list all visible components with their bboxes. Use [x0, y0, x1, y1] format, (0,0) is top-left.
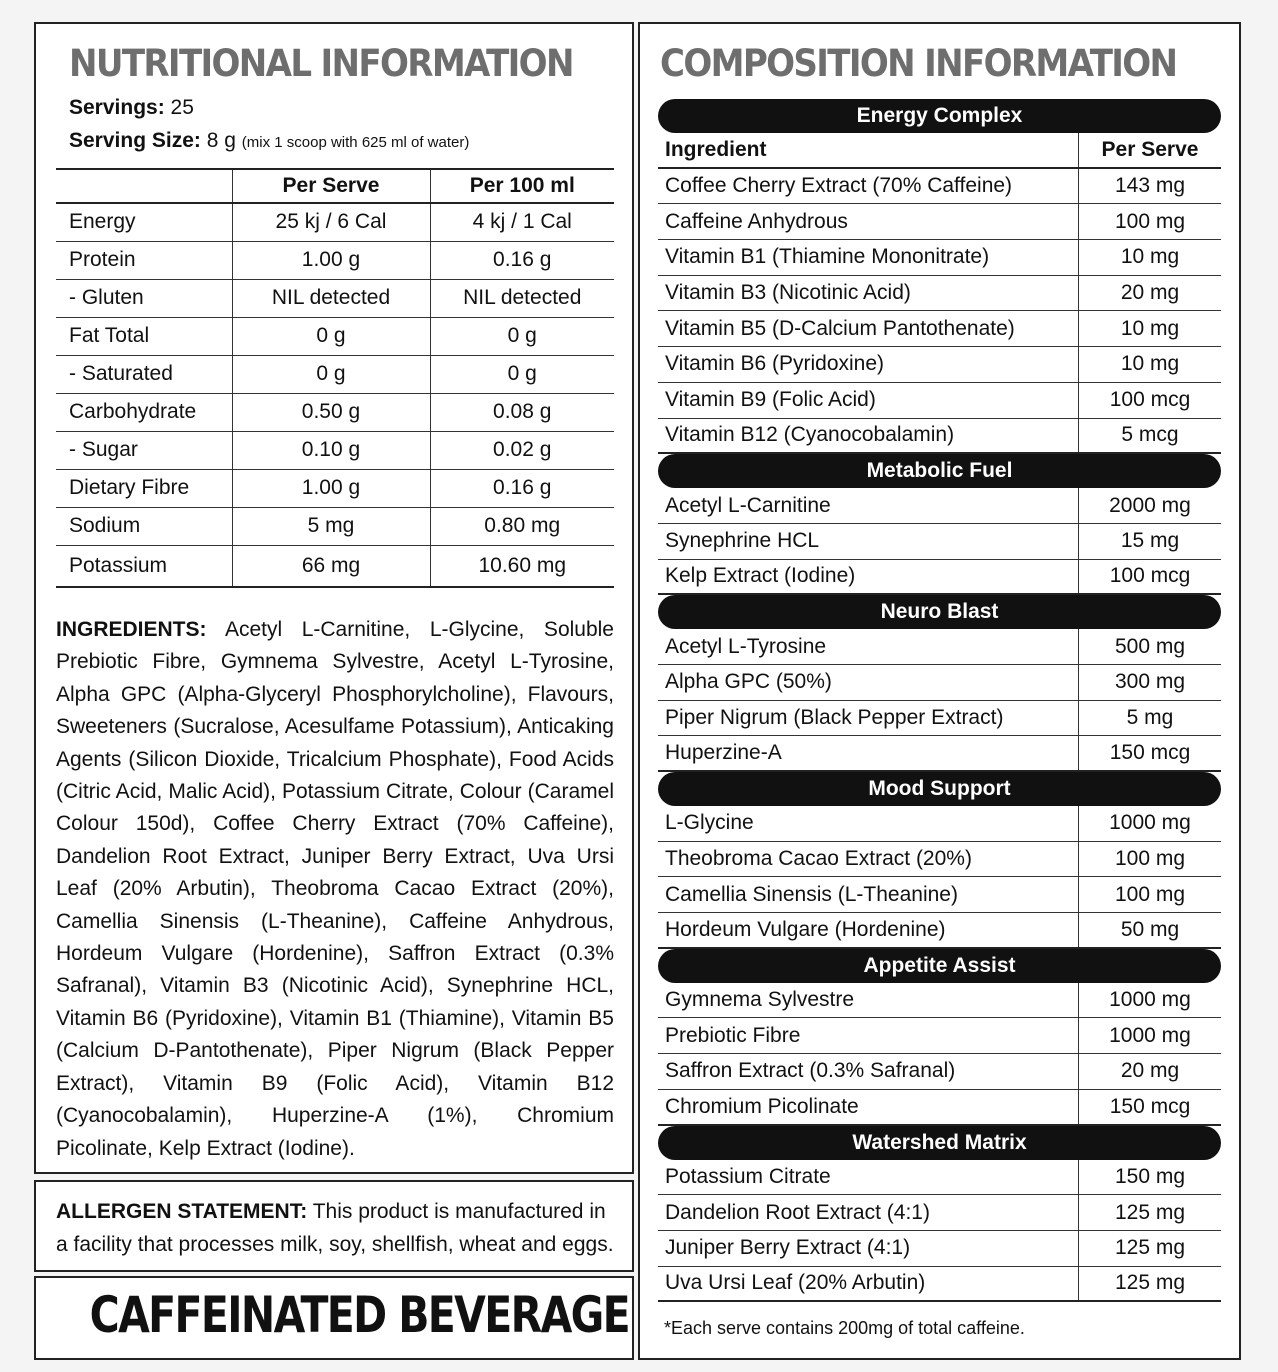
ingredient-name: Uva Ursi Leaf (20% Arbutin) — [665, 1271, 926, 1295]
ingredient-amount: 500 mg — [1078, 629, 1221, 664]
table-row — [658, 1231, 1221, 1267]
ingredient-name: Coffee Cherry Extract (70% Caffeine) — [665, 174, 1013, 198]
ingredients-label: INGREDIENTS: — [56, 618, 207, 641]
ingredient-amount: 100 mcg — [1078, 560, 1221, 594]
servings-value: 25 — [170, 96, 194, 119]
ingredient-amount: 125 mg — [1078, 1267, 1221, 1301]
ingredient-amount: 5 mg — [1078, 701, 1221, 736]
section-rows — [658, 629, 1221, 772]
table-row — [658, 383, 1221, 419]
ingredient-name: Huperzine-A — [665, 741, 782, 765]
ingredient-amount: 20 mg — [1078, 1054, 1221, 1089]
servings-line — [69, 96, 194, 120]
ingredient-amount: 125 mg — [1078, 1195, 1221, 1230]
table-row — [658, 488, 1221, 524]
per-100ml-value: 0.08 g — [430, 393, 614, 431]
ingredient-name: Vitamin B3 (Nicotinic Acid) — [665, 281, 911, 305]
ingredient-name: Juniper Berry Extract (4:1) — [665, 1236, 911, 1260]
table-row — [56, 241, 614, 279]
ingredient-name: Potassium Citrate — [665, 1164, 831, 1188]
ingredients-statement — [56, 614, 614, 1165]
section-header: Metabolic Fuel — [658, 454, 1221, 488]
ingredient-name: Vitamin B9 (Folic Acid) — [665, 388, 876, 412]
table-row — [658, 347, 1221, 383]
ingredient-name: L-Glycine — [665, 811, 754, 835]
ingredient-name: Vitamin B5 (D-Calcium Pantothenate) — [665, 316, 1015, 340]
allergen-text: This product is manufactured in a facility that processes milk, soy, shellfish, wheat and eggs. — [56, 1200, 614, 1256]
section-rows — [658, 983, 1221, 1126]
ingredient-name: Vitamin B12 (Cyanocobalamin) — [665, 423, 955, 447]
ingredient-amount: 10 mg — [1078, 240, 1221, 275]
ingredient-amount: 15 mg — [1078, 524, 1221, 559]
nutrient-name: Energy — [69, 210, 136, 234]
table-row — [658, 1267, 1221, 1303]
per-100ml-value: 4 kj / 1 Cal — [430, 203, 614, 241]
ingredient-amount: 125 mg — [1078, 1231, 1221, 1266]
table-row — [658, 913, 1221, 949]
ingredient-name: Piper Nigrum (Black Pepper Extract) — [665, 705, 1004, 729]
table-row — [658, 419, 1221, 455]
composition-column-header — [658, 133, 1221, 169]
ingredient-amount: 100 mg — [1078, 842, 1221, 877]
per-100ml-value: 0.16 g — [430, 469, 614, 507]
nutrient-name: - Saturated — [56, 355, 232, 393]
ingredient-amount: 100 mg — [1078, 877, 1221, 912]
per-serve-header: Per Serve — [1078, 133, 1221, 167]
table-row — [56, 469, 614, 507]
per-serve-value: 0 g — [232, 355, 430, 393]
table-row — [658, 1018, 1221, 1054]
nutrient-name: Fat Total — [56, 317, 232, 355]
ingredient-amount: 150 mcg — [1078, 736, 1221, 770]
section-rows — [658, 133, 1221, 454]
table-row — [658, 877, 1221, 913]
ingredient-name: Hordeum Vulgare (Hordenine) — [665, 917, 946, 941]
ingredient-name: Chromium Picolinate — [665, 1094, 859, 1118]
table-row — [658, 701, 1221, 737]
ingredient-name: Vitamin B6 (Pyridoxine) — [665, 352, 885, 376]
ingredient-name: Prebiotic Fibre — [665, 1023, 801, 1047]
ingredient-name: Caffeine Anhydrous — [665, 209, 848, 233]
ingredient-name: Dandelion Root Extract (4:1) — [665, 1200, 930, 1224]
ingredient-name: Acetyl L-Tyrosine — [665, 634, 827, 658]
ingredient-name: Synephrine HCL — [665, 529, 820, 553]
per-serve-value: NIL detected — [232, 279, 430, 317]
ingredient-amount: 300 mg — [1078, 665, 1221, 700]
section-header: Neuro Blast — [658, 595, 1221, 629]
serving-size-note: (mix 1 scoop with 625 ml of water) — [241, 134, 470, 151]
table-row — [56, 431, 614, 469]
table-row — [658, 629, 1221, 665]
ingredient-amount: 100 mcg — [1078, 383, 1221, 418]
section-header: Mood Support — [658, 772, 1221, 806]
section-header: Energy Complex — [658, 99, 1221, 133]
section-rows — [658, 488, 1221, 595]
ingredient-name: Acetyl L-Carnitine — [665, 493, 831, 517]
ingredients-text: Acetyl L-Carnitine, L-Glycine, Soluble Prebiotic Fibre, Gymnema Sylvestre, Acetyl L-Tyrosine, Alpha GPC (Alpha-Glyceryl Phosphorylcholine), Flavours, Sweeteners (Sucralose, Acesulfame Potassium), Anticaking Agents (Silicon Dioxide, Tricalcium Phosphate), Food Acids (Citric Acid, Malic Acid), Potassium Citrate, Colour (Caramel Colour 150d), Coffee Cherry Extract (70% Caffeine), Dandelion Root Extract, Juniper Berry Extract, Uva Ursi Leaf (20% Arbutin), Theobroma Cacao Extract (20%), Camellia Sinensis (L-Theanine), Caffeine Anhydrous, Hordeum Vulgare (Hordenine), Saffron Extract (0.3% Safranal), Vitamin B3 (Nicotinic Acid), Synephrine HCL, Vitamin B6 (Pyridoxine), Vitamin B1 (Thiamine), Vitamin B5 (Calcium D-Pantothenate), Piper Nigrum (Black Pepper Extract), Vitamin B9 (Folic Acid), Vitamin B12 (Cyanocobalamin), Huperzine-A (1%), Chromium Picolinate, Kelp Extract (Iodine). — [56, 618, 614, 1160]
table-row — [56, 355, 614, 393]
table-row — [658, 560, 1221, 596]
allergen-statement — [56, 1196, 616, 1261]
per-100ml-value: 0.80 mg — [430, 507, 614, 545]
table-row — [658, 983, 1221, 1019]
ingredient-amount: 150 mg — [1078, 1160, 1221, 1195]
caffeine-footnote: *Each serve contains 200mg of total caffeine. — [664, 1318, 1025, 1338]
ingredient-amount: 1000 mg — [1078, 806, 1221, 841]
per-serve-value: 5 mg — [232, 507, 430, 545]
ingredient-name: Saffron Extract (0.3% Safranal) — [665, 1059, 956, 1083]
ingredient-name: Vitamin B1 (Thiamine Mononitrate) — [665, 245, 990, 269]
ingredient-amount: 150 mcg — [1078, 1090, 1221, 1124]
ingredient-header: Ingredient — [665, 137, 767, 161]
section-header: Watershed Matrix — [658, 1126, 1221, 1160]
table-row — [56, 279, 614, 317]
table-row — [56, 203, 614, 241]
per-100ml-value: 0 g — [430, 317, 614, 355]
nutrient-name: Sodium — [56, 507, 232, 545]
table-row — [658, 842, 1221, 878]
ingredient-name: Camellia Sinensis (L-Theanine) — [665, 882, 958, 906]
allergen-panel — [34, 1180, 634, 1272]
table-row — [658, 204, 1221, 240]
beverage-title: CAFFEINATED BEVERAGE — [89, 1286, 630, 1344]
table-row — [658, 524, 1221, 560]
ingredient-amount: 100 mg — [1078, 204, 1221, 239]
nutrient-name: Potassium — [56, 545, 232, 587]
per-serve-value: 0.10 g — [232, 431, 430, 469]
nutrition-title: NUTRITIONAL INFORMATION — [69, 42, 573, 85]
per-serve-value: 0 g — [232, 317, 430, 355]
ingredient-amount: 2000 mg — [1078, 488, 1221, 523]
nutrition-header-blank — [56, 169, 232, 203]
nutrition-table — [56, 168, 614, 588]
table-row — [658, 276, 1221, 312]
nutrition-header-per-100ml: Per 100 ml — [430, 169, 614, 203]
serving-size-value: 8 g — [206, 129, 236, 152]
per-100ml-value: 0.16 g — [430, 241, 614, 279]
per-serve-value: 66 mg — [232, 545, 430, 587]
table-row — [658, 665, 1221, 701]
per-100ml-value: 10.60 mg — [430, 545, 614, 587]
ingredient-amount: 20 mg — [1078, 276, 1221, 311]
table-row — [56, 507, 614, 545]
table-row — [658, 169, 1221, 205]
ingredient-amount: 5 mcg — [1078, 419, 1221, 453]
per-serve-value: 1.00 g — [232, 241, 430, 279]
nutrient-name: - Sugar — [56, 431, 232, 469]
per-serve-value: 1.00 g — [232, 469, 430, 507]
serving-size-line — [69, 129, 469, 153]
ingredient-amount: 50 mg — [1078, 913, 1221, 947]
table-row — [658, 1195, 1221, 1231]
table-row — [658, 736, 1221, 772]
table-row — [56, 393, 614, 431]
ingredient-amount: 143 mg — [1078, 169, 1221, 204]
ingredient-amount: 10 mg — [1078, 311, 1221, 346]
ingredient-name: Theobroma Cacao Extract (20%) — [665, 847, 972, 871]
composition-table — [658, 99, 1221, 1302]
ingredient-name: Kelp Extract (Iodine) — [665, 564, 856, 588]
nutrient-name: Dietary Fibre — [56, 469, 232, 507]
nutrition-table-header — [56, 169, 614, 203]
nutrition-panel — [34, 22, 634, 1174]
composition-panel — [638, 22, 1241, 1360]
ingredient-amount: 10 mg — [1078, 347, 1221, 382]
servings-label: Servings: — [69, 96, 165, 119]
per-100ml-value: NIL detected — [430, 279, 614, 317]
table-row — [658, 240, 1221, 276]
beverage-panel — [34, 1276, 634, 1360]
ingredient-amount: 1000 mg — [1078, 1018, 1221, 1053]
composition-title: COMPOSITION INFORMATION — [660, 42, 1177, 85]
per-100ml-value: 0.02 g — [430, 431, 614, 469]
per-100ml-value: 0 g — [430, 355, 614, 393]
ingredient-name: Gymnema Sylvestre — [665, 988, 855, 1012]
nutrient-name: - Gluten — [56, 279, 232, 317]
per-serve-value: 25 kj / 6 Cal — [232, 203, 430, 241]
table-row — [658, 1054, 1221, 1090]
section-rows — [658, 806, 1221, 949]
nutrient-name: Carbohydrate — [56, 393, 232, 431]
section-rows — [658, 1160, 1221, 1303]
nutrition-header-per-serve: Per Serve — [232, 169, 430, 203]
per-serve-value: 0.50 g — [232, 393, 430, 431]
table-row — [658, 311, 1221, 347]
table-row — [658, 1160, 1221, 1196]
section-header: Appetite Assist — [658, 949, 1221, 983]
ingredient-name: Alpha GPC (50%) — [665, 670, 832, 694]
serving-size-label: Serving Size: — [69, 129, 201, 152]
table-row — [56, 545, 614, 587]
allergen-label: ALLERGEN STATEMENT: — [56, 1200, 308, 1223]
table-row — [56, 317, 614, 355]
table-row — [658, 1090, 1221, 1126]
table-row — [658, 806, 1221, 842]
ingredient-amount: 1000 mg — [1078, 983, 1221, 1018]
nutrient-name: Protein — [56, 241, 232, 279]
